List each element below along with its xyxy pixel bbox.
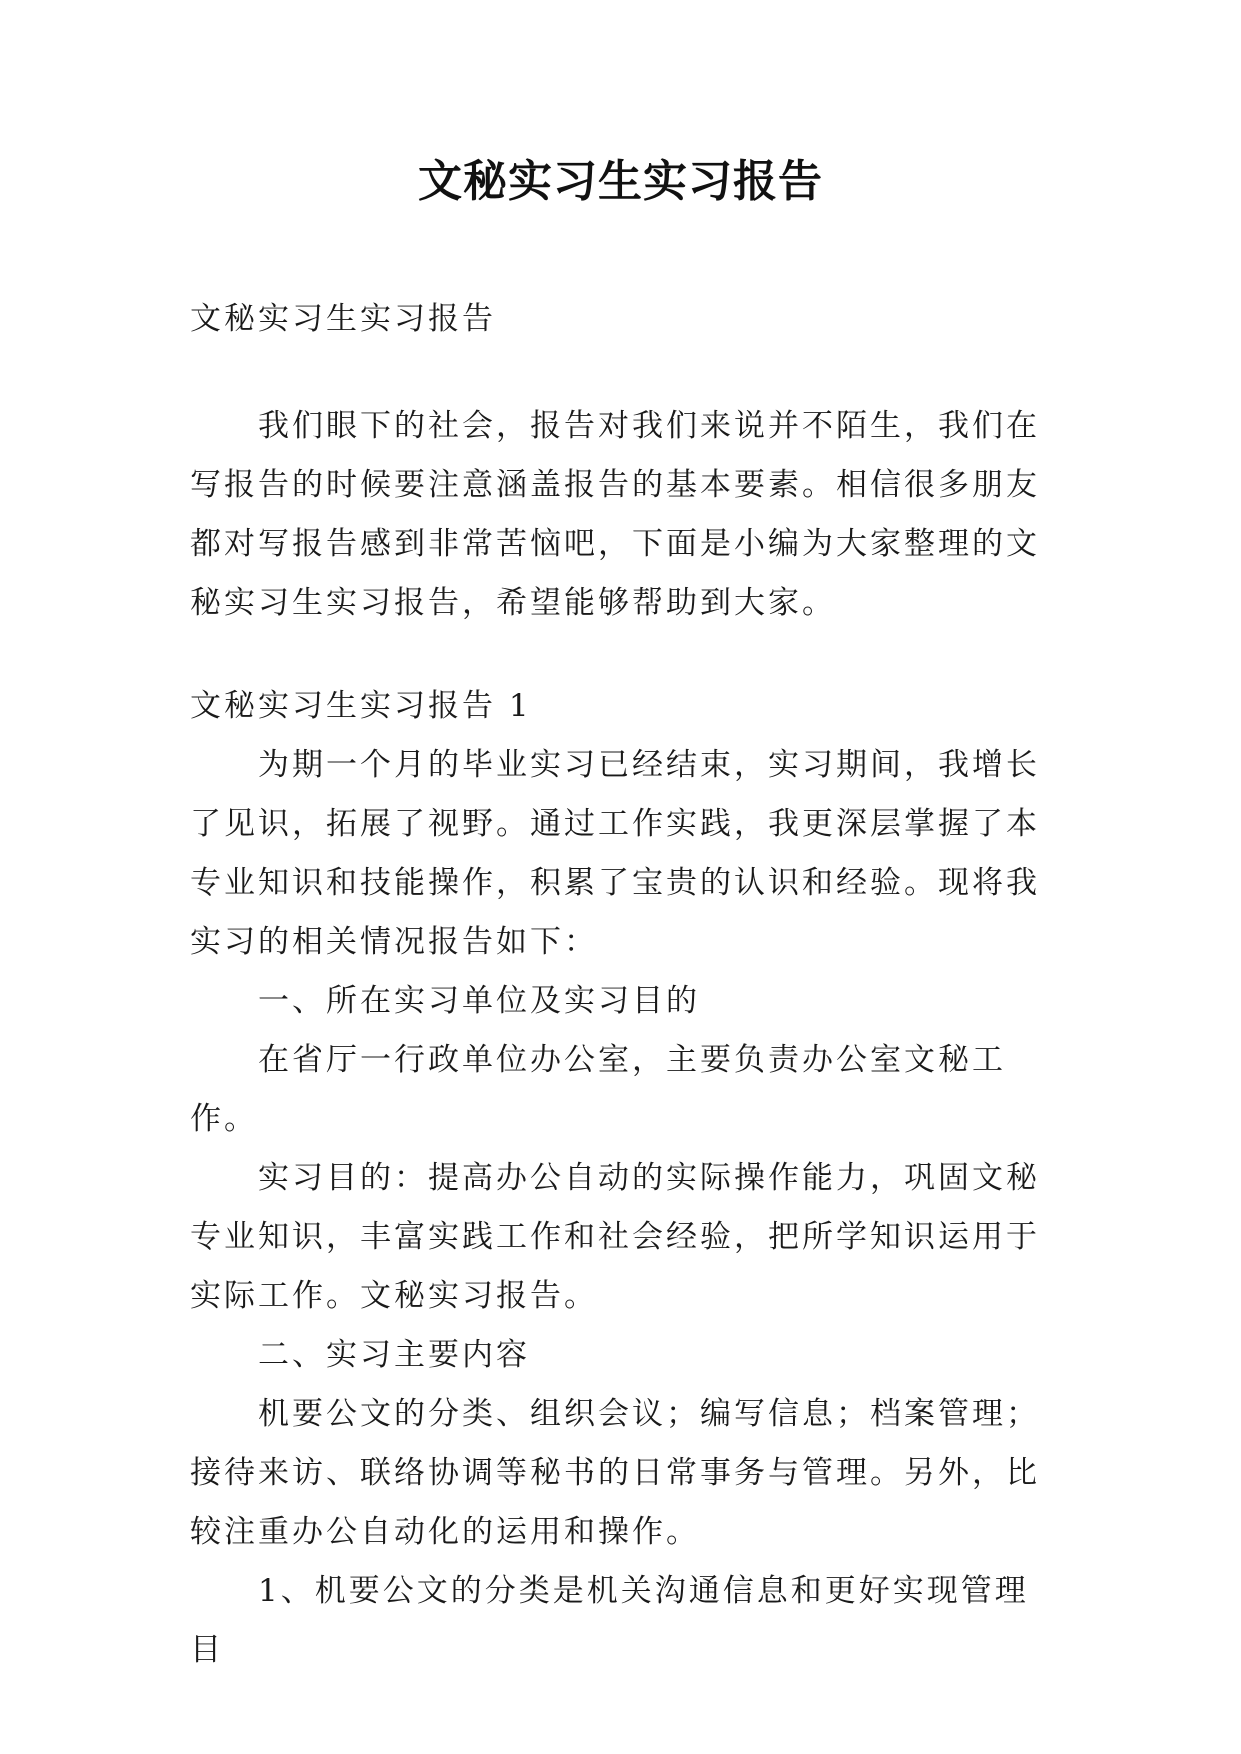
document-subtitle: 文秘实习生实习报告: [190, 301, 496, 337]
intro-paragraph: 我们眼下的社会，报告对我们来说并不陌生，我们在写报告的时候要注意涵盖报告的基本要素。相信很多朋友都对写报告感到非常苦恼吧，下面是小编为大家整理的文秘实习生实习报告，希望能够帮助到大家。: [190, 408, 1040, 621]
section-heading: 文秘实习生实习报告 1: [190, 688, 532, 724]
body-paragraph: 机要公文的分类、组织会议；编写信息；档案管理；接待来访、联络协调等秘书的日常事务与管理。另外，比较注重办公自动化的运用和操作。: [190, 1396, 1040, 1550]
list-item: 1、机要公文的分类是机关沟通信息和更好实现管理目: [190, 1573, 1029, 1668]
subheading: 二、实习主要内容: [258, 1337, 530, 1373]
body-paragraph: 在省厅一行政单位办公室，主要负责办公室文秘工作。: [190, 1042, 1006, 1137]
document-title: 文秘实习生实习报告: [418, 156, 823, 207]
body-paragraph: 实习目的：提高办公自动的实际操作能力，巩固文秘专业知识，丰富实践工作和社会经验，把所学知识运用于实际工作。文秘实习报告。: [190, 1160, 1040, 1314]
paragraph-spacer: [190, 349, 1050, 397]
subheading: 一、所在实习单位及实习目的: [258, 983, 700, 1019]
paragraph-spacer: [190, 633, 1050, 677]
document-body: [190, 290, 1050, 1680]
body-paragraph: 为期一个月的毕业实习已经结束，实习期间，我增长了见识，拓展了视野。通过工作实践，我更深层掌握了本专业知识和技能操作，积累了宝贵的认识和经验。现将我实习的相关情况报告如下：: [190, 747, 1040, 960]
